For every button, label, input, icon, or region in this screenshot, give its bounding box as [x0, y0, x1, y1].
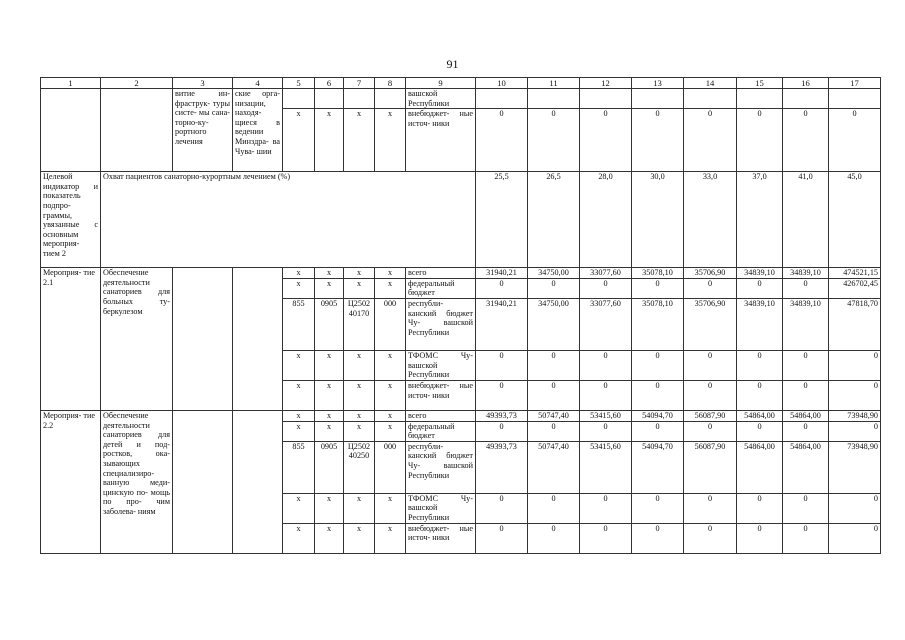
cell-value: 0: [684, 493, 737, 523]
cell-value: 0: [632, 380, 684, 410]
event-label: Мероприя- тие 2.2: [41, 410, 101, 553]
cell-source: вашской Республики: [406, 89, 476, 109]
cell-source: всего: [406, 410, 476, 421]
cell-code: x: [375, 278, 406, 298]
cell-value: 0: [829, 350, 881, 380]
cell-code: x: [315, 410, 344, 421]
cell-value: 35706,90: [684, 298, 737, 350]
cell-code: x: [375, 380, 406, 410]
cell-value: 0: [528, 380, 580, 410]
cell-value: 0: [528, 421, 580, 441]
cell-value: 34839,10: [737, 298, 783, 350]
cell: [684, 89, 737, 109]
col-num: 13: [632, 78, 684, 89]
page-number: 91: [446, 57, 459, 71]
cell-value: 0: [783, 523, 829, 553]
cell-source: ТФОМС Чу- вашской Республики: [406, 493, 476, 523]
cell-code: 0905: [315, 441, 344, 493]
cell-source: республи- канский бюджет Чу- вашской Республики: [406, 298, 476, 350]
col-num: 16: [783, 78, 829, 89]
cell-code: 000: [375, 441, 406, 493]
cell-code: x: [375, 421, 406, 441]
cell-value: 0: [528, 278, 580, 298]
cell-code: x: [315, 350, 344, 380]
cell-value: 0: [684, 109, 737, 172]
cell-code: 000: [375, 298, 406, 350]
col-num: 4: [233, 78, 283, 89]
cell-code: x: [344, 268, 375, 279]
cell-value: 34750,00: [528, 298, 580, 350]
cell-source: ТФОМС Чу- вашской Республики: [406, 350, 476, 380]
col-num: 6: [315, 78, 344, 89]
table-row: [41, 268, 881, 279]
cell-code: x: [283, 523, 315, 553]
cell-value: 54094,70: [632, 441, 684, 493]
cell-value: 0: [580, 421, 632, 441]
cell-value: 37,0: [737, 172, 783, 268]
cell-code: x: [283, 421, 315, 441]
cell-goal: [173, 268, 233, 411]
cell-code: Ц2502 40170: [344, 298, 375, 350]
cell-code: x: [315, 109, 344, 172]
cell-value: 0: [476, 278, 528, 298]
cell-value: 56087,90: [684, 441, 737, 493]
cell-code: x: [344, 523, 375, 553]
cell-code: x: [283, 350, 315, 380]
cell-value: 0: [476, 421, 528, 441]
cell-value: 0: [737, 109, 783, 172]
cell-value: 0: [476, 380, 528, 410]
cell-code: x: [283, 278, 315, 298]
cell-value: 0: [829, 421, 881, 441]
cell-value: 35078,10: [632, 268, 684, 279]
cell-value: 0: [476, 523, 528, 553]
cell-code: x: [375, 493, 406, 523]
cell-value: 0: [580, 278, 632, 298]
cell: [737, 89, 783, 109]
col-num: 14: [684, 78, 737, 89]
cell-value: 0: [528, 493, 580, 523]
cell-value: 41,0: [783, 172, 829, 268]
cell-value: 0: [684, 523, 737, 553]
col-num: 3: [173, 78, 233, 89]
cell-code: x: [375, 410, 406, 421]
cell-value: 54864,00: [783, 410, 829, 421]
cell-value: 28,0: [580, 172, 632, 268]
cell-code: x: [375, 268, 406, 279]
cell-value: 0: [580, 109, 632, 172]
cell-code: x: [283, 109, 315, 172]
cell-value: 0: [829, 380, 881, 410]
cell-goal: витие ин- фраструк- туры систе- мы сана- торно-ку- рортного лечения: [173, 89, 233, 172]
cell-code: x: [315, 523, 344, 553]
cell-code: x: [315, 493, 344, 523]
cell-value: 0: [829, 523, 881, 553]
cell-value: 34750,00: [528, 268, 580, 279]
event-name: Обеспечение деятельности санаториев для больных ту- беркулезом: [101, 268, 173, 411]
cell-value: 0: [829, 109, 881, 172]
cell-code: 0905: [315, 298, 344, 350]
cell: [344, 89, 375, 109]
cell-value: 35706,90: [684, 268, 737, 279]
cell: [580, 89, 632, 109]
col-num: 10: [476, 78, 528, 89]
cell-value: 54094,70: [632, 410, 684, 421]
cell-code: x: [344, 380, 375, 410]
cell-value: 0: [783, 109, 829, 172]
cell-value: 0: [737, 421, 783, 441]
cell-code: 855: [283, 441, 315, 493]
cell-code: x: [315, 380, 344, 410]
cell-executor: ские орга- низации, находя- щиеся в ведении Минздра- ва Чува- шии: [233, 89, 283, 172]
cell-code: 855: [283, 298, 315, 350]
cell: [528, 89, 580, 109]
cell: [783, 89, 829, 109]
cell-value: 0: [684, 350, 737, 380]
cell-value: 26,5: [528, 172, 580, 268]
cell-value: 33077,60: [580, 298, 632, 350]
cell-code: x: [344, 350, 375, 380]
cell-value: 33077,60: [580, 268, 632, 279]
event-name: Обеспечение деятельности санаториев для детей и под- ростков, ока- зывающих специализиро- ванную меди- цинскую по- мощь по про- чим заболева- ниям: [101, 410, 173, 553]
col-num: 11: [528, 78, 580, 89]
cell-executor: [233, 268, 283, 411]
column-number-row: [41, 78, 881, 89]
cell-value: 0: [737, 523, 783, 553]
cell-value: 54864,00: [737, 410, 783, 421]
indicator-text: Охват пациентов санаторно-курортным лечением (%): [101, 172, 476, 268]
cell-value: 0: [829, 493, 881, 523]
cell-value: 0: [632, 350, 684, 380]
cell-value: 73948,90: [829, 441, 881, 493]
cell-value: 0: [476, 493, 528, 523]
cell-code: x: [375, 109, 406, 172]
cell-code: Ц2502 40250: [344, 441, 375, 493]
cell-source: республи- канский бюджет Чу- вашской Республики: [406, 441, 476, 493]
cell-code: x: [315, 268, 344, 279]
cell-code: x: [315, 278, 344, 298]
cell-code: x: [315, 421, 344, 441]
indicator-row: [41, 172, 881, 268]
cell-code: x: [375, 350, 406, 380]
col-num: 2: [101, 78, 173, 89]
cell-code: x: [344, 410, 375, 421]
col-num: 15: [737, 78, 783, 89]
cell-code: x: [283, 268, 315, 279]
cell-value: 0: [580, 493, 632, 523]
cell-source: всего: [406, 268, 476, 279]
col-num: 12: [580, 78, 632, 89]
budget-table: [40, 77, 881, 554]
cell-value: 73948,90: [829, 410, 881, 421]
cell-value: 0: [783, 278, 829, 298]
cell-event-label: [41, 89, 101, 172]
cell-value: 25,5: [476, 172, 528, 268]
cell-value: 0: [632, 109, 684, 172]
cell-code: x: [283, 380, 315, 410]
cell-value: 0: [476, 350, 528, 380]
cell-source: федеральный бюджет: [406, 278, 476, 298]
cell-value: 54864,00: [783, 441, 829, 493]
cell-source: внебюджет- ные источ- ники: [406, 109, 476, 172]
cell: [283, 89, 315, 109]
cell-value: 54864,00: [737, 441, 783, 493]
cell-code: x: [344, 421, 375, 441]
cell-value: 0: [632, 278, 684, 298]
cell: [375, 89, 406, 109]
cell-value: 50747,40: [528, 410, 580, 421]
cell-value: 426702,45: [829, 278, 881, 298]
cell-value: 0: [783, 380, 829, 410]
cell-source: внебюджет- ные источ- ники: [406, 380, 476, 410]
cell-value: 0: [580, 523, 632, 553]
cell-value: 50747,40: [528, 441, 580, 493]
cell-value: 53415,60: [580, 441, 632, 493]
cell-value: 0: [632, 523, 684, 553]
cell-value: 45,0: [829, 172, 881, 268]
cell-value: 474521,15: [829, 268, 881, 279]
cell-code: x: [375, 523, 406, 553]
cell-value: 0: [528, 109, 580, 172]
cell: [476, 89, 528, 109]
cell-value: 35078,10: [632, 298, 684, 350]
cell-value: 0: [737, 350, 783, 380]
cell-value: 53415,60: [580, 410, 632, 421]
col-num: 9: [406, 78, 476, 89]
cell-value: 0: [476, 109, 528, 172]
cell-source: федеральный бюджет: [406, 421, 476, 441]
cell-value: 0: [737, 493, 783, 523]
cell-value: 0: [528, 350, 580, 380]
cell-value: 0: [632, 421, 684, 441]
col-num: 7: [344, 78, 375, 89]
cell-value: 0: [528, 523, 580, 553]
cell-value: 0: [684, 421, 737, 441]
cell-value: 0: [684, 380, 737, 410]
cell-value: 0: [783, 493, 829, 523]
col-num: 8: [375, 78, 406, 89]
cell-value: 34839,10: [783, 298, 829, 350]
cell-value: 31940,21: [476, 298, 528, 350]
cell-value: 47818,70: [829, 298, 881, 350]
cell-code: x: [344, 493, 375, 523]
cell-value: 0: [684, 278, 737, 298]
cell-value: 33,0: [684, 172, 737, 268]
cell-value: 0: [737, 380, 783, 410]
cell-goal: [173, 410, 233, 553]
table-row: [41, 89, 881, 109]
cell-value: 49393,73: [476, 410, 528, 421]
cell: [632, 89, 684, 109]
table-row: [41, 410, 881, 421]
cell-value: 49393,73: [476, 441, 528, 493]
cell-executor: [233, 410, 283, 553]
cell-code: x: [283, 493, 315, 523]
cell-event-name: [101, 89, 173, 172]
cell-source: внебюджет- ные источ- ники: [406, 523, 476, 553]
cell-code: x: [283, 410, 315, 421]
cell-value: 0: [783, 350, 829, 380]
cell-value: 56087,90: [684, 410, 737, 421]
cell-value: 31940,21: [476, 268, 528, 279]
cell-value: 0: [632, 493, 684, 523]
col-num: 1: [41, 78, 101, 89]
indicator-label: Целевой индикатор и показатель подпро- граммы, увязанные с основным мероприя- тием 2: [41, 172, 101, 268]
cell-value: 0: [580, 350, 632, 380]
cell-value: 0: [580, 380, 632, 410]
cell-value: 30,0: [632, 172, 684, 268]
cell-value: 0: [737, 278, 783, 298]
cell-value: 34839,10: [737, 268, 783, 279]
col-num: 5: [283, 78, 315, 89]
cell: [829, 89, 881, 109]
cell-value: 34839,10: [783, 268, 829, 279]
cell-value: 0: [783, 421, 829, 441]
cell-code: x: [344, 109, 375, 172]
cell: [315, 89, 344, 109]
event-label: Мероприя- тие 2.1: [41, 268, 101, 411]
col-num: 17: [829, 78, 881, 89]
cell-code: x: [344, 278, 375, 298]
